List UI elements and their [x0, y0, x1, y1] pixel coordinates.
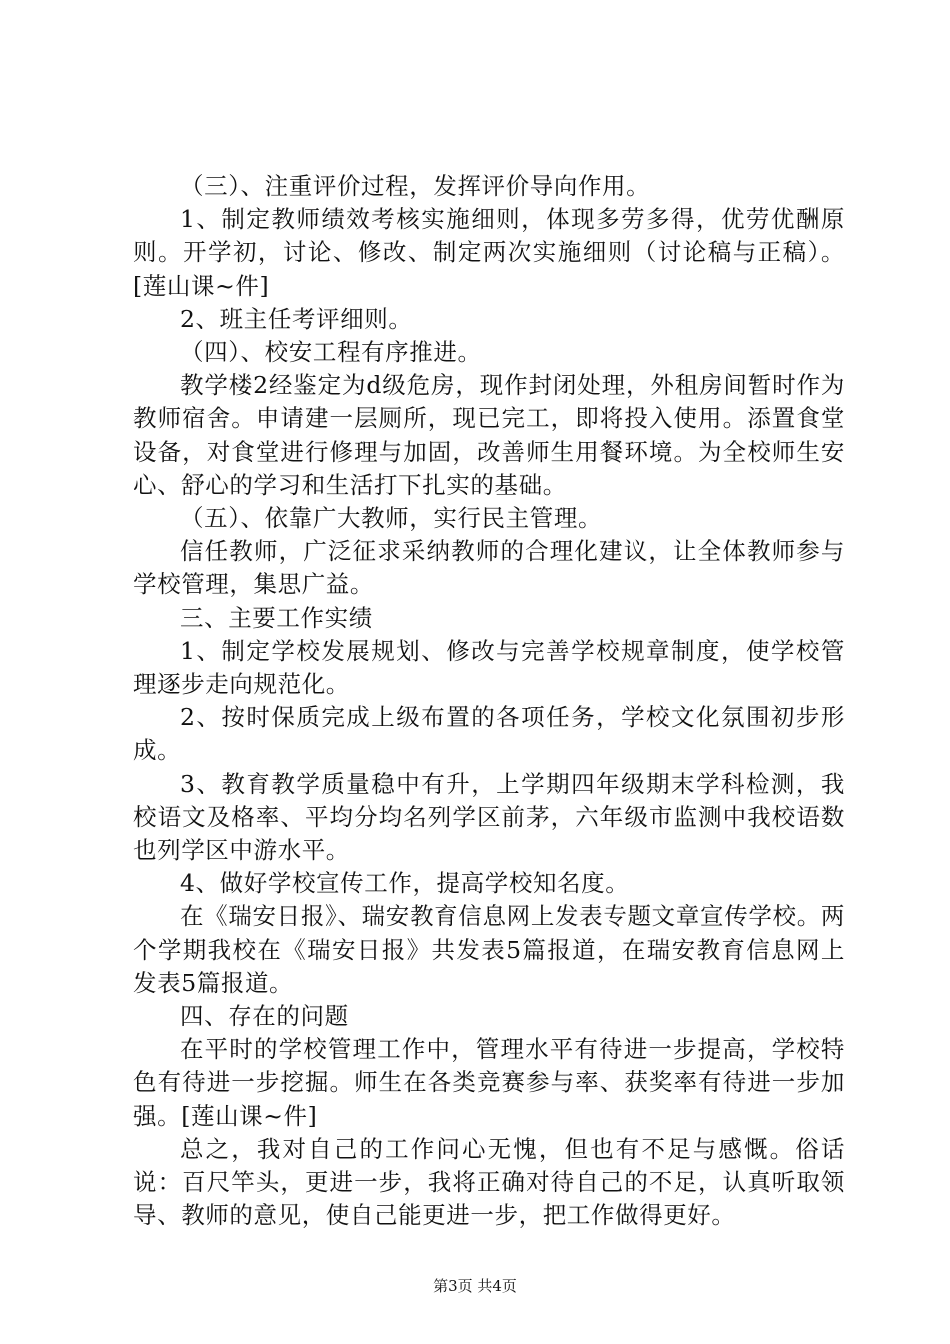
body-paragraph: 3、教育教学质量稳中有升，上学期四年级期末学科检测，我校语文及格率、平均分均名列学区前茅，六年级市监测中我校语数也列学区中游水平。: [133, 769, 845, 865]
body-paragraph: 在平时的学校管理工作中，管理水平有待进一步提高，学校特色有待进一步挖掘。师生在各类竞赛参与率、获奖率有待进一步加强。[莲山课~件]: [133, 1035, 845, 1130]
body-paragraph: 2、按时保质完成上级布置的各项任务，学校文化氛围初步形成。: [133, 703, 845, 765]
section-heading-4: （四）、校安工程有序推进。: [180, 338, 482, 367]
body-paragraph: 2、班主任考评细则。: [180, 304, 413, 333]
section-heading-problems: 四、存在的问题: [180, 1002, 349, 1031]
body-paragraph: 4、做好学校宣传工作，提高学校知名度。: [180, 869, 630, 898]
section-heading-5: （五）、依靠广大教师，实行民主管理。: [180, 504, 603, 533]
document-body: [133, 170, 845, 1233]
body-paragraph: 在《瑞安日报》、瑞安教育信息网上发表专题文章宣传学校。两个学期我校在《瑞安日报》共发表5篇报道，在瑞安教育信息网上发表5篇报道。: [133, 902, 845, 997]
body-paragraph: 1、制定学校发展规划、修改与完善学校规章制度，使学校管理逐步走向规范化。: [133, 636, 845, 699]
body-paragraph: 教学楼2经鉴定为d级危房，现作封闭处理，外租房间暂时作为教师宿舍。申请建一层厕所，现已完工，即将投入使用。添置食堂设备，对食堂进行修理与加固，改善师生用餐环境。为全校师生安心、舒心的学习和生活打下扎实的基础。: [133, 371, 845, 499]
page-number-footer: 第3页 共4页: [433, 1277, 517, 1295]
section-heading-achievements: 三、主要工作实绩: [180, 603, 373, 632]
section-heading-3: （三）、注重评价过程，发挥评价导向作用。: [180, 172, 651, 200]
body-paragraph: 信任教师，广泛征求采纳教师的合理化建议，让全体教师参与学校管理，集思广益。: [133, 537, 845, 599]
body-paragraph: 1、制定教师绩效考核实施细则，体现多劳多得，优劳优酬原则。开学初，讨论、修改、制定两次实施细则（讨论稿与正稿）。[莲山课~件]: [133, 205, 845, 300]
conclusion-paragraph: 总之，我对自己的工作问心无愧，但也有不足与感慨。俗话说：百尺竿头，更进一步，我将正确对待自己的不足，认真听取领导、教师的意见，使自己能更进一步，把工作做得更好。: [133, 1134, 845, 1230]
